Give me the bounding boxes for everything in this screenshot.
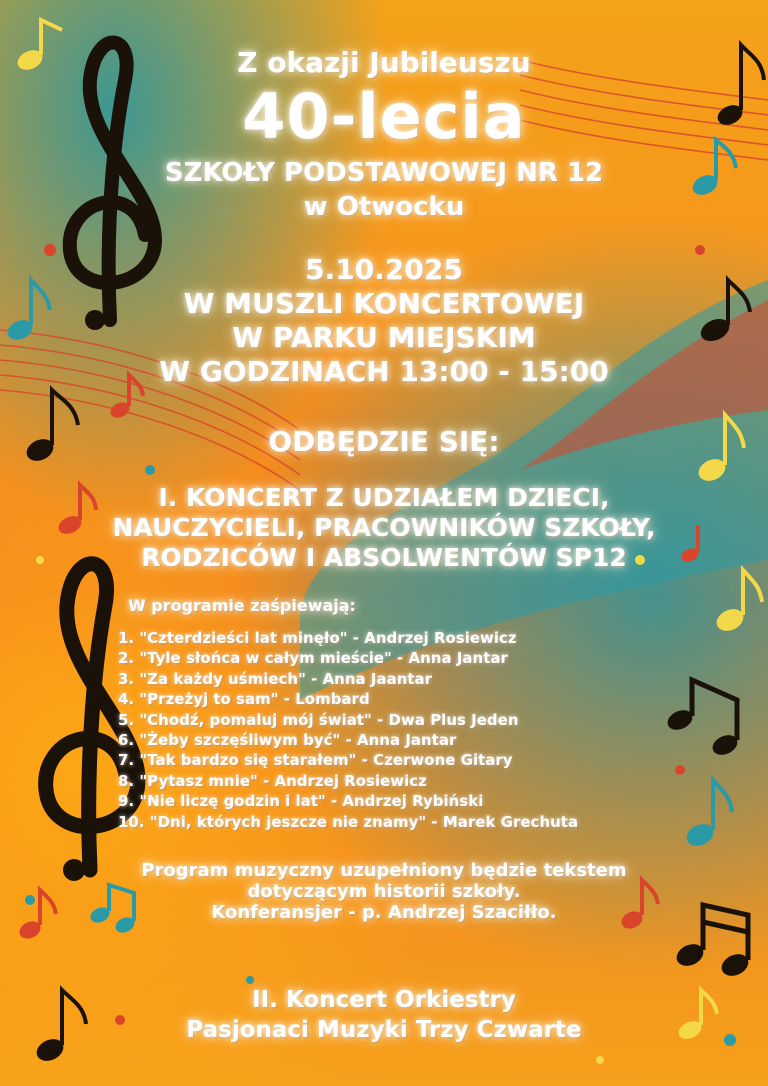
program-note-line: Program muzyczny uzupełniony będzie tekstem (141, 860, 627, 881)
song-item: 2. "Tyle słońca w całym mieście" - Anna Jantar (118, 649, 508, 668)
song-item: 6. "Żeby szczęśliwym być" - Anna Jantar (118, 731, 457, 750)
event-hours: W GODZINACH 13:00 - 15:00 (159, 355, 609, 388)
concert-one-title (0, 483, 768, 573)
program-note-line: dotyczącym historii szkoły. (247, 881, 521, 902)
event-venue-2: W PARKU MIEJSKIM (232, 321, 536, 354)
music-note-icon (683, 780, 732, 850)
song-item: 10. "Dni, których jeszcze nie znamy" - Marek Grechuta (118, 812, 579, 831)
anniversary-heading: 40-lecia (242, 80, 526, 153)
concert-two-line: II. Koncert Orkiestry (252, 987, 516, 1013)
song-item: 9. "Nie liczę godzin i lat" - Andrzej Rybiński (118, 792, 484, 811)
school-name: SZKOŁY PODSTAWOWEJ NR 12 (164, 158, 604, 188)
concert-two-line: Pasjonaci Muzyki Trzy Czwarte (186, 1017, 582, 1043)
program-note (0, 860, 768, 923)
city-line: w Otwocku (303, 192, 465, 222)
song-item: 1. "Czterdzieści lat minęło" - Andrzej Rosiewicz (118, 629, 517, 647)
concert-one-line: I. KONCERT Z UDZIAŁEM DZIECI, (158, 483, 610, 512)
concert-one-line: RODZICÓW I ABSOLWENTÓW SP12 (141, 543, 627, 572)
concert-two-title (0, 985, 768, 1045)
event-date: 5.10.2025 (305, 253, 463, 286)
concert-one-line: NAUCZYCIELI, PRACOWNIKÓW SZKOŁY, (112, 513, 656, 542)
program-note-line: Konferansjer - p. Andrzej Szaciłło. (211, 902, 557, 923)
song-item: 7. "Tak bardzo się starałem" - Czerwone Gitary (118, 751, 513, 770)
song-list (118, 628, 618, 832)
song-item: 4. "Przeżyj to sam" - Lombard (118, 690, 370, 709)
event-venue-1: W MUSZLI KONCERTOWEJ (183, 287, 585, 320)
beamed-notes-icon (664, 680, 740, 759)
song-item: 8. "Pytasz mnie" - Andrzej Rosiewicz (118, 771, 427, 790)
program-heading: W programie zaśpiewają: (128, 596, 356, 615)
music-note-icon (713, 570, 762, 635)
intro-line: Z okazji Jubileuszu (237, 46, 531, 79)
song-item: 5. "Chodź, pomaluj mój świat" - Dwa Plus Jeden (118, 710, 519, 729)
will-take-place-heading: ODBĘDZIE SIĘ: (268, 425, 500, 458)
event-details (0, 253, 768, 389)
song-item: 3. "Za każdy uśmiech" - Anna Jaantar (118, 669, 433, 688)
